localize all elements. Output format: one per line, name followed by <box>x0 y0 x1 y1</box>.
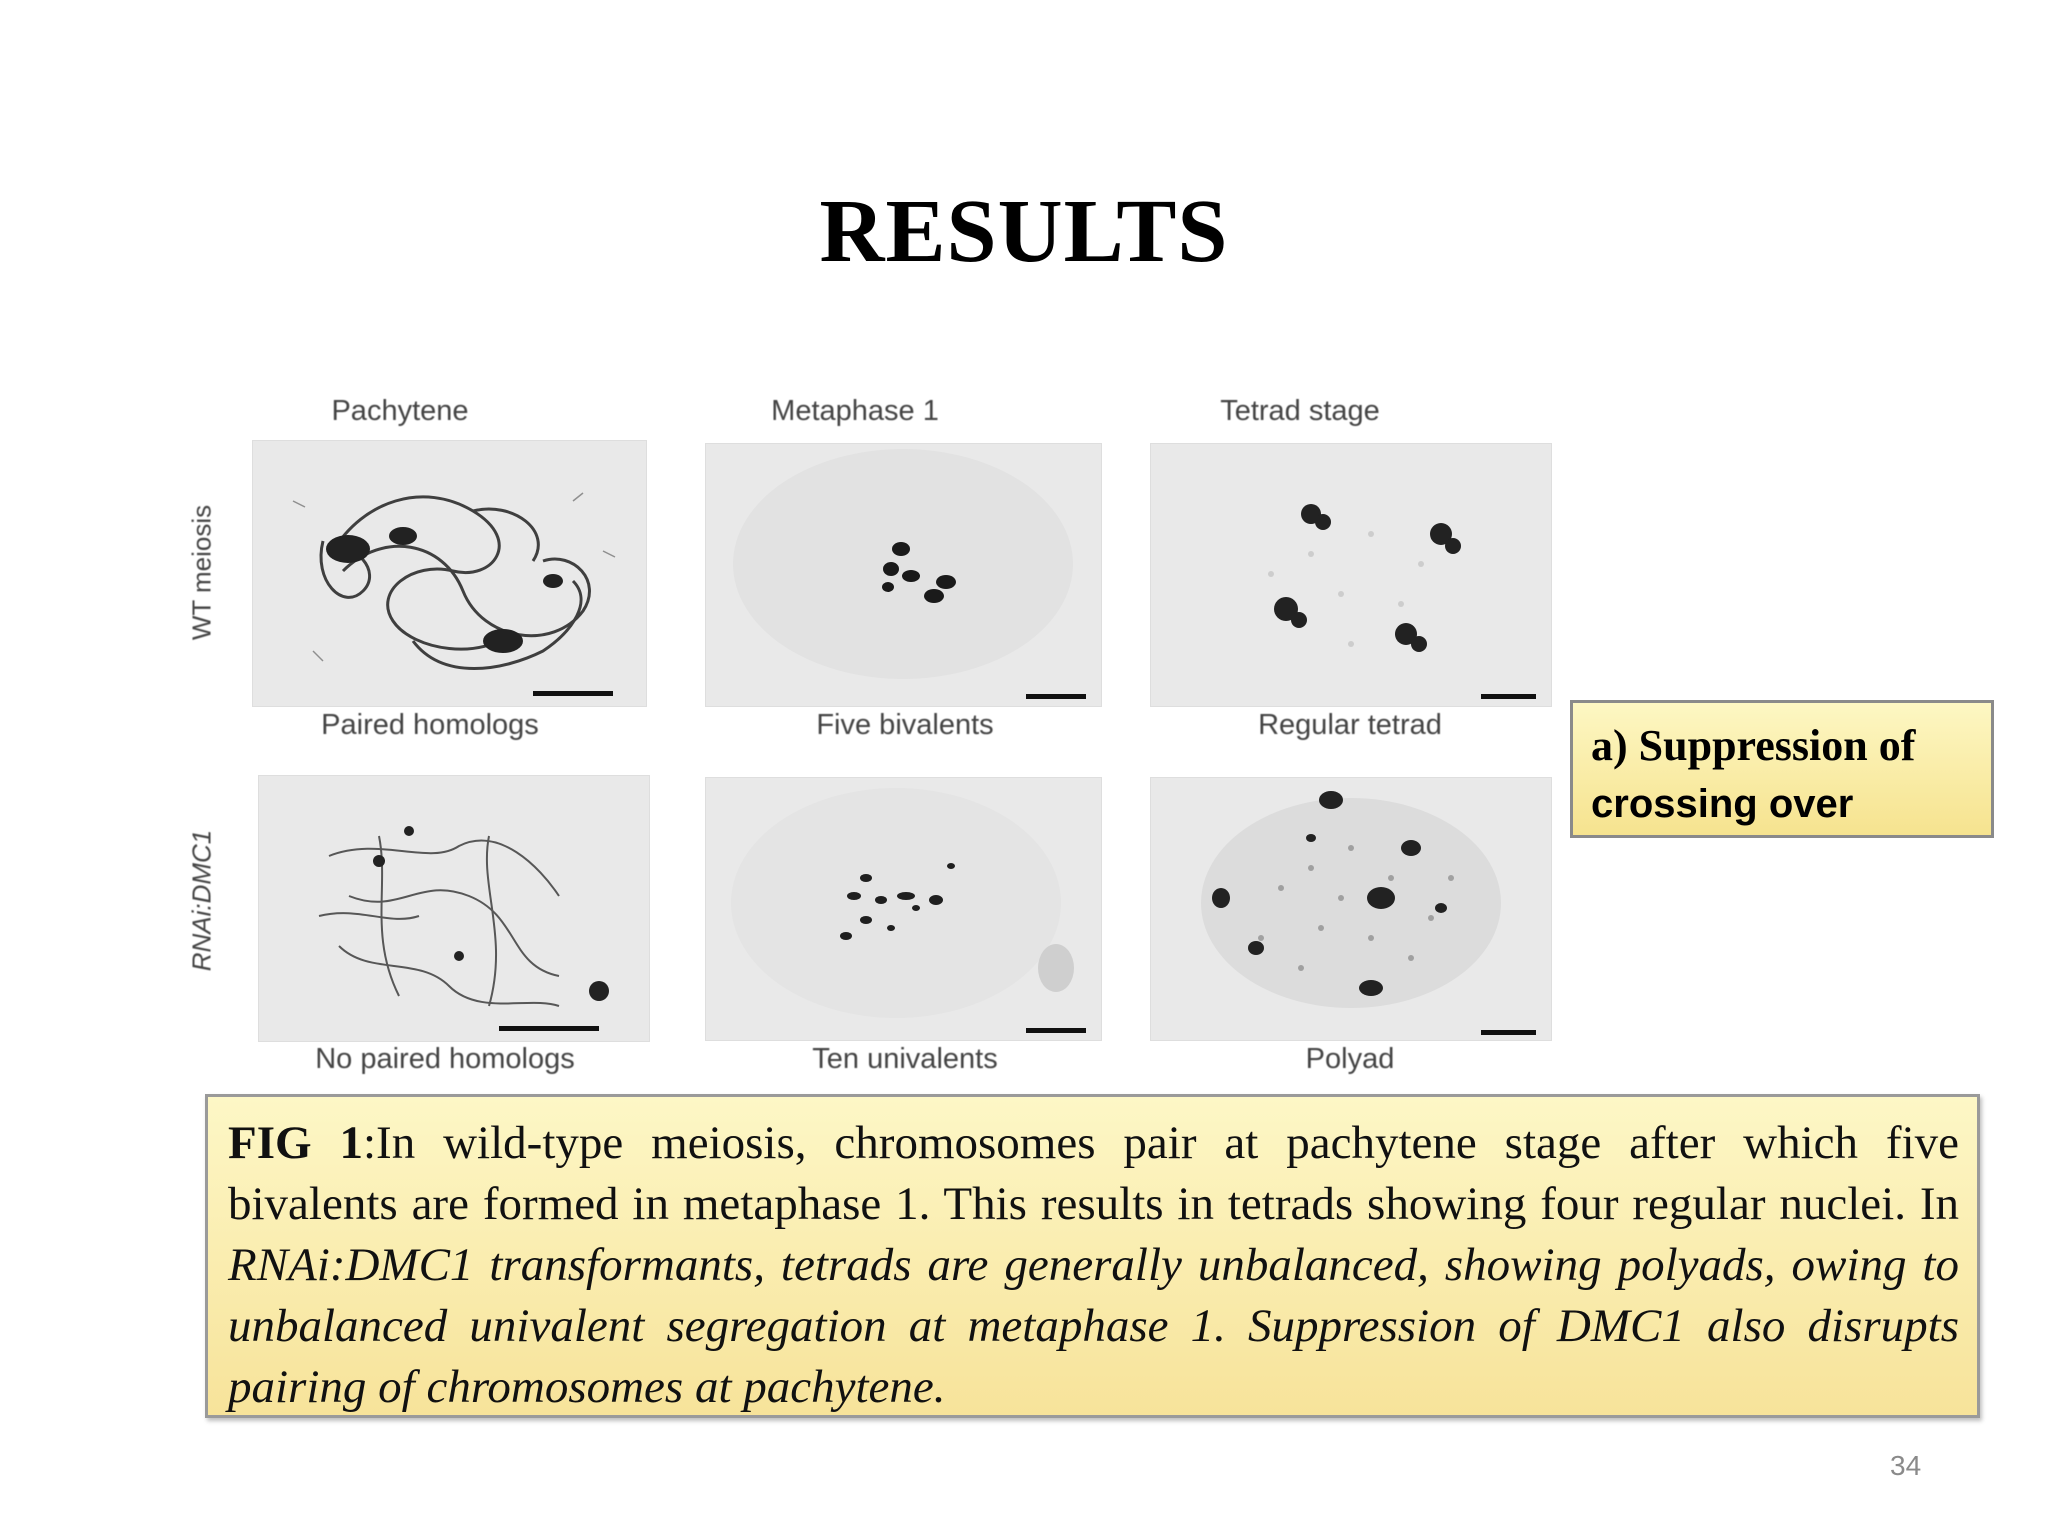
micrograph-figure <box>170 385 1560 1100</box>
caption-five-bivalents: Five bivalents <box>816 709 994 741</box>
caption-figure-label: FIG 1 <box>228 1117 363 1169</box>
bivalents-image <box>706 444 1101 706</box>
row-label-rnai: RNAi:DMC1 <box>186 829 217 972</box>
caption-no-paired-homologs: No paired homologs <box>315 1043 575 1075</box>
micrograph-wt-metaphase <box>705 443 1102 707</box>
chromosome-tangle-image <box>253 441 646 706</box>
callout-line-2: crossing over <box>1591 782 1854 826</box>
callout-line-1: a) Suppression of <box>1591 721 1916 770</box>
column-label-metaphase: Metaphase 1 <box>771 395 939 427</box>
univalents-image <box>706 778 1101 1040</box>
unpaired-chromosomes-image <box>259 776 649 1041</box>
polyad-image <box>1151 778 1551 1040</box>
row-label-wt: WT meiosis <box>186 504 217 641</box>
micrograph-wt-tetrad <box>1150 443 1552 707</box>
caption-ten-univalents: Ten univalents <box>812 1043 998 1075</box>
column-label-pachytene: Pachytene <box>331 395 469 427</box>
column-label-tetrad: Tetrad stage <box>1220 395 1380 427</box>
caption-italic-text: RNAi:DMC1 transformants, tetrads are generally unbalanced, showing polyads, owing to unbalanced univalent segregation at metaphase 1. Suppression of DMC1 also disrupts pairing of chromosomes at pachytene. <box>228 1239 1959 1413</box>
micrograph-rnai-tetrad <box>1150 777 1552 1041</box>
micrograph-rnai-pachytene <box>258 775 650 1042</box>
figure-caption-box <box>205 1094 1980 1418</box>
caption-regular-tetrad: Regular tetrad <box>1258 709 1442 741</box>
caption-plain-text: :In wild-type meiosis, chromosomes pair at pachytene stage after which five bivalents are formed in metaphase 1. This results in tetrads showing four regular nuclei. In <box>228 1117 1959 1230</box>
tetrad-image <box>1151 444 1551 706</box>
caption-polyad: Polyad <box>1305 1043 1395 1075</box>
micrograph-rnai-metaphase <box>705 777 1102 1041</box>
caption-paired-homologs: Paired homologs <box>321 709 539 741</box>
callout-box <box>1570 700 1994 838</box>
page-number: 34 <box>1890 1450 1922 1481</box>
slide-title: RESULTS <box>819 182 1229 281</box>
micrograph-wt-pachytene <box>252 440 647 707</box>
